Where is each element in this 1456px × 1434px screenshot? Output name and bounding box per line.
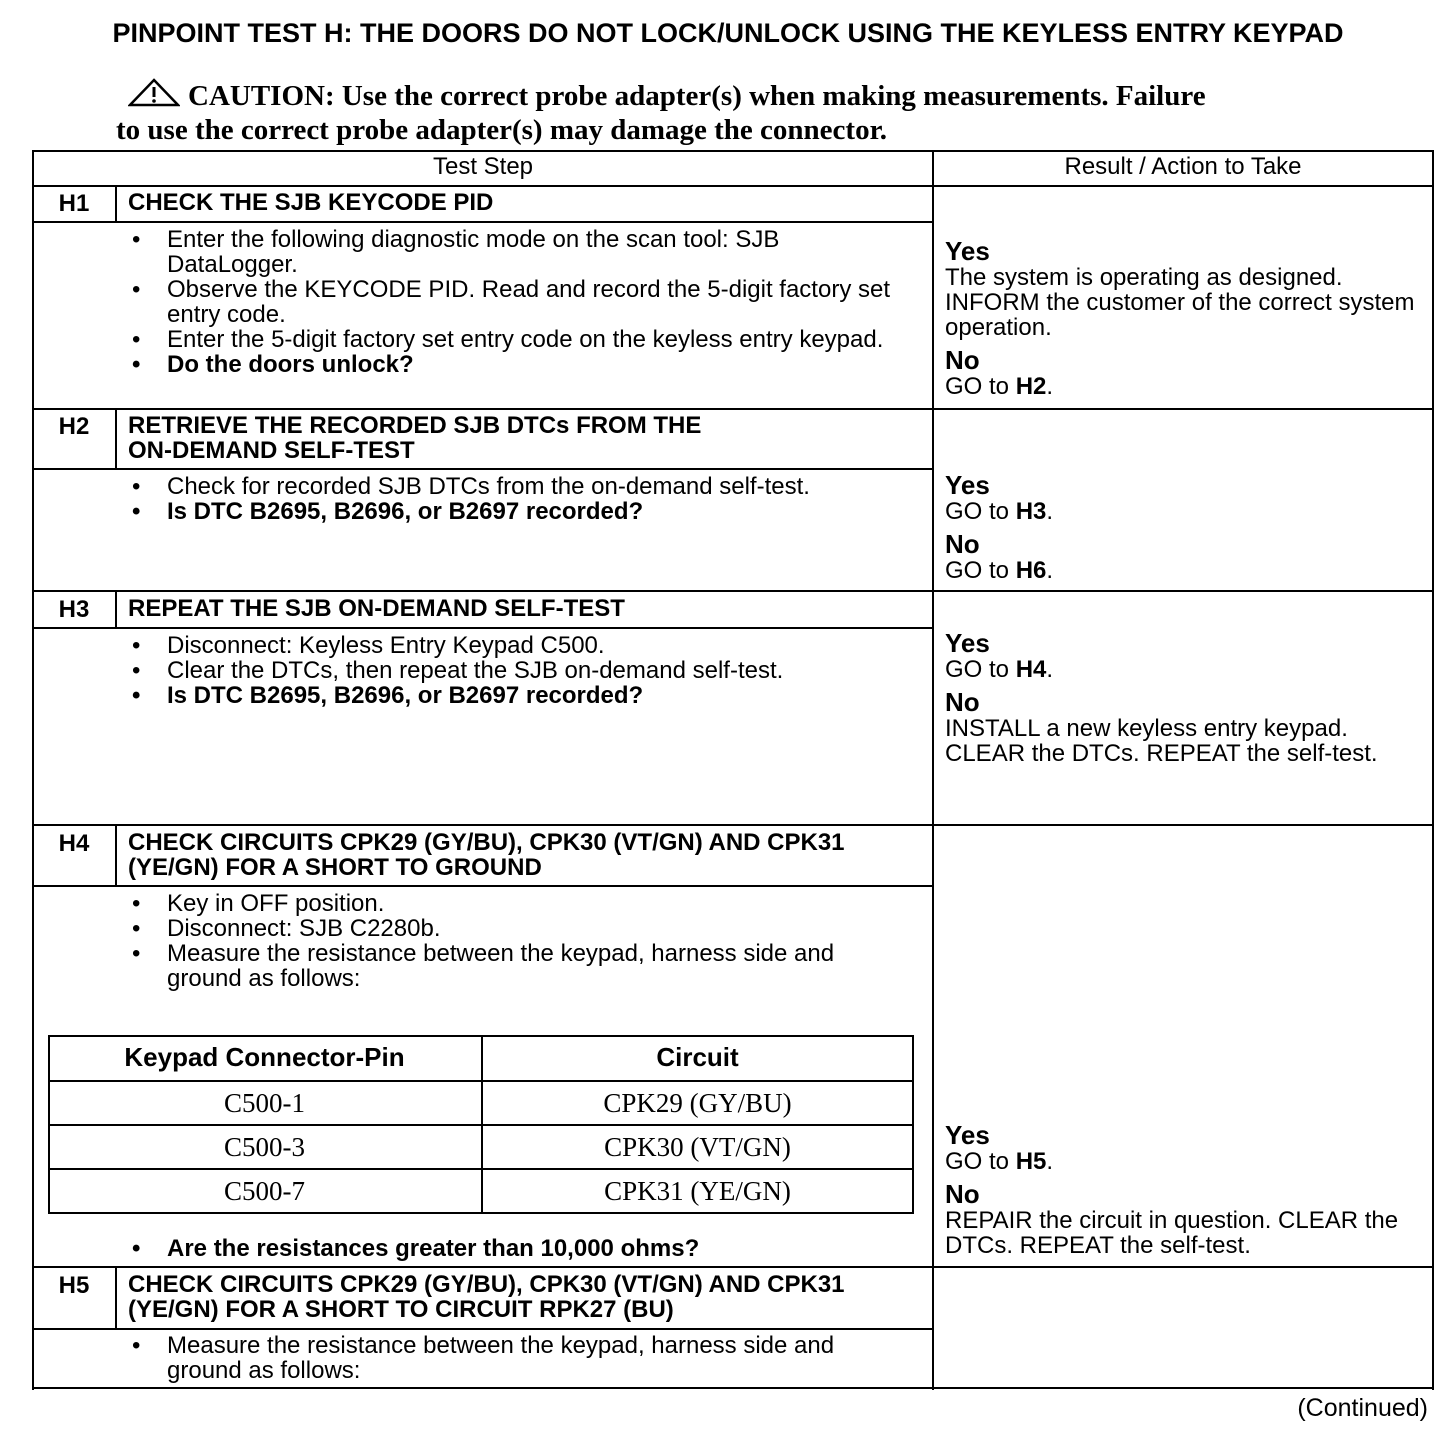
- pin-cell: C500-7: [224, 1176, 305, 1206]
- caution-line-1: CAUTION: Use the correct probe adapter(s) when making measurements. Failure: [188, 80, 1206, 112]
- bullet-item: • Disconnect: Keyless Entry Keypad C500.: [118, 633, 908, 658]
- step-body-h4: [118, 891, 908, 991]
- warning-triangle-icon: [128, 78, 180, 115]
- yes-action: The system is operating as designed. INFORM the customer of the correct system operation.: [945, 264, 1415, 341]
- no-action: REPAIR the circuit in question. CLEAR the DTCs. REPEAT the self-test.: [945, 1207, 1399, 1259]
- yes-action: GO to H3.: [945, 498, 1054, 525]
- bullet-item: • Enter the following diagnostic mode on the scan tool: SJB DataLogger.: [118, 227, 908, 277]
- step-id-h1: H1: [58, 190, 90, 217]
- bullet-item: • Observe the KEYCODE PID. Read and record the 5-digit factory set entry code.: [118, 277, 908, 327]
- result-h2: [945, 472, 1425, 583]
- step-heading-h5: CHECK CIRCUITS CPK29 (GY/BU), CPK30 (VT/GN) AND CPK31 (YE/GN) FOR A SHORT TO CIRCUIT RPK27 (BU): [128, 1271, 845, 1323]
- pin-table-header-circuit: Circuit: [656, 1042, 739, 1072]
- yes-label: Yes: [945, 628, 990, 658]
- result-h4: [945, 1122, 1431, 1258]
- step-heading-h1: CHECK THE SJB KEYCODE PID: [128, 189, 494, 216]
- yes-label: Yes: [945, 236, 990, 266]
- continued-label: (Continued): [1297, 1394, 1428, 1422]
- no-label: No: [945, 345, 980, 375]
- step-body-h3: [118, 633, 908, 708]
- step-question: • Are the resistances greater than 10,000 ohms?: [118, 1236, 908, 1261]
- bullet-item: • Enter the 5-digit factory set entry code on the keyless entry keypad.: [118, 327, 908, 352]
- no-action: GO to H2.: [945, 373, 1054, 400]
- no-label: No: [945, 687, 980, 717]
- result-h3: [945, 630, 1425, 766]
- table-divider: [932, 150, 934, 1390]
- step-link-h6: H6: [1015, 557, 1047, 584]
- step-heading-h4: CHECK CIRCUITS CPK29 (GY/BU), CPK30 (VT/GN) AND CPK31 (YE/GN) FOR A SHORT TO GROUND: [128, 829, 845, 881]
- step-body-h1: [118, 227, 908, 377]
- step-link-h3: H3: [1015, 498, 1047, 525]
- no-label: No: [945, 1179, 980, 1209]
- step-id-h3: H3: [58, 596, 90, 623]
- step-id-h2: H2: [58, 413, 90, 440]
- no-action: INSTALL a new keyless entry keypad. CLEAR the DTCs. REPEAT the self-test.: [945, 715, 1378, 767]
- step-body-h2: [118, 474, 908, 524]
- bullet-item: • Disconnect: SJB C2280b.: [118, 916, 908, 941]
- result-h1: [945, 238, 1425, 399]
- no-label: No: [945, 529, 980, 559]
- step-id-h4: H4: [58, 830, 90, 857]
- bullet-item: • Check for recorded SJB DTCs from the on-demand self-test.: [118, 474, 908, 499]
- step-link-h4: H4: [1015, 656, 1047, 683]
- step-heading-h3: REPEAT THE SJB ON-DEMAND SELF-TEST: [128, 595, 625, 622]
- step-question-h4-wrap: [118, 1236, 908, 1261]
- step-link-h5: H5: [1015, 1148, 1047, 1175]
- pin-cell: C500-3: [224, 1132, 305, 1162]
- step-id-h5: H5: [58, 1272, 90, 1299]
- bullet-item: • Measure the resistance between the keypad, harness side and ground as follows:: [118, 941, 908, 991]
- pin-cell: C500-1: [224, 1088, 305, 1118]
- bullet-item: • Key in OFF position.: [118, 891, 908, 916]
- step-heading-h2: RETRIEVE THE RECORDED SJB DTCs FROM THE ON-DEMAND SELF-TEST: [128, 412, 702, 464]
- page-title: PINPOINT TEST H: THE DOORS DO NOT LOCK/UNLOCK USING THE KEYLESS ENTRY KEYPAD: [112, 18, 1344, 48]
- table-border-right: [1432, 150, 1434, 1390]
- col-header-test-step: Test Step: [432, 153, 534, 180]
- table-border-left: [32, 150, 34, 1390]
- step-body-h5: [118, 1333, 908, 1383]
- circuit-cell: CPK31 (YE/GN): [604, 1176, 791, 1206]
- yes-label: Yes: [945, 470, 990, 500]
- yes-action: GO to H4.: [945, 656, 1054, 683]
- yes-action: GO to H5.: [945, 1148, 1054, 1175]
- no-action: GO to H6.: [945, 557, 1054, 584]
- step-question: • Is DTC B2695, B2696, or B2697 recorded?: [118, 683, 908, 708]
- circuit-cell: CPK30 (VT/GN): [604, 1132, 791, 1162]
- yes-label: Yes: [945, 1120, 990, 1150]
- step-question: • Is DTC B2695, B2696, or B2697 recorded?: [118, 499, 908, 524]
- col-header-result: Result / Action to Take: [1064, 153, 1302, 180]
- pin-table-header-pin: Keypad Connector-Pin: [124, 1042, 405, 1072]
- caution-line-2: to use the correct probe adapter(s) may damage the connector.: [116, 114, 888, 146]
- step-link-h2: H2: [1015, 373, 1047, 400]
- caution-note: [116, 78, 1316, 146]
- circuit-cell: CPK29 (GY/BU): [603, 1088, 792, 1118]
- bullet-item: • Measure the resistance between the keypad, harness side and ground as follows:: [118, 1333, 908, 1383]
- step-question: • Do the doors unlock?: [118, 352, 908, 377]
- pin-table: [48, 1035, 915, 1215]
- bullet-item: • Clear the DTCs, then repeat the SJB on-demand self-test.: [118, 658, 908, 683]
